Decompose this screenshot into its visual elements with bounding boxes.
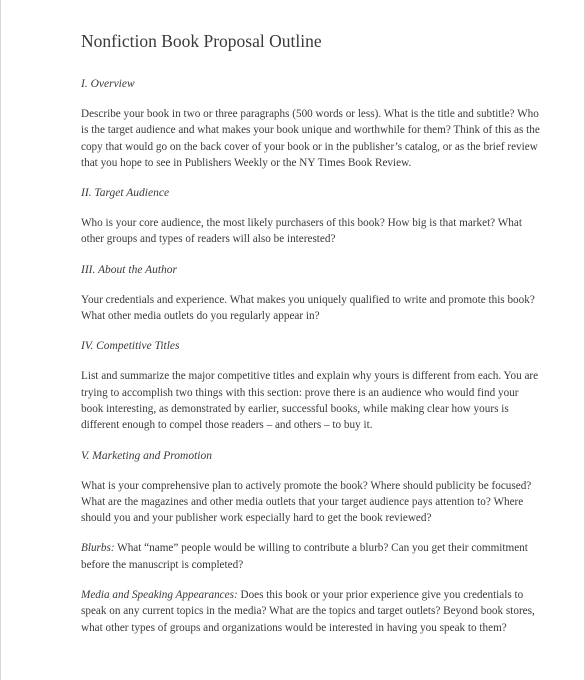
marketing-paragraph: What is your comprehensive plan to actively promote the book? Where should publicity be focused? What are the magazines and other media outlets that your target audience pays attention to? Where should you and your publisher work especially hard to get the book reviewed? <box>81 479 532 525</box>
media-appearances-lead: Media and Speaking Appearances: <box>81 589 238 602</box>
section-heading-competitive-titles: IV. Competitive Titles <box>81 340 180 353</box>
blurbs-lead: Blurbs: <box>81 542 115 555</box>
section-heading-marketing: V. Marketing and Promotion <box>81 449 212 462</box>
section-heading-target-audience: II. Target Audience <box>81 187 170 200</box>
media-appearances-paragraph <box>81 587 541 636</box>
target-audience-paragraph: Who is your core audience, the most likely purchasers of this book? How big is that market? What other groups and types of readers will also be interested? <box>81 217 522 246</box>
section-heading-about-author: III. About the Author <box>81 263 178 276</box>
document-title: Nonfiction Book Proposal Outline <box>81 31 322 51</box>
blurbs-paragraph <box>81 540 541 573</box>
competitive-titles-paragraph: List and summarize the major competitive titles and explain why yours is different from each. You are trying to accomplish two things with this section: prove there is an audience who would find your book interesting, as demonstrated by earlier, successful books, while making clear how yours is different enough to compel those readers – and others – to buy it. <box>81 370 539 432</box>
overview-paragraph: Describe your book in two or three paragraphs (500 words or less). What is the title and subtitle? Who is the target audience and what makes your book unique and worthwhile for them? Think of this as the copy that would go on the back cover of your book or in the publisher’s catalog, or as the brief review that you hope to see in Publishers Weekly or the NY Times Book Review. <box>81 108 540 169</box>
about-author-paragraph: Your credentials and experience. What makes you uniquely qualified to write and promote this book? What other media outlets do you regularly appear in? <box>81 293 535 323</box>
document-content <box>81 30 541 650</box>
media-appearances-text: Does this book or your prior experience give you credentials to speak on any current topics in the media? What are the topics and target outlets? Beyond book stores, what other types of groups and organizations would be interested in having you speak to them? <box>81 589 535 634</box>
section-heading-overview: I. Overview <box>81 78 135 90</box>
blurbs-text: What “name” people would be willing to contribute a blurb? Can you get their commitment before the manuscript is completed? <box>81 542 528 571</box>
